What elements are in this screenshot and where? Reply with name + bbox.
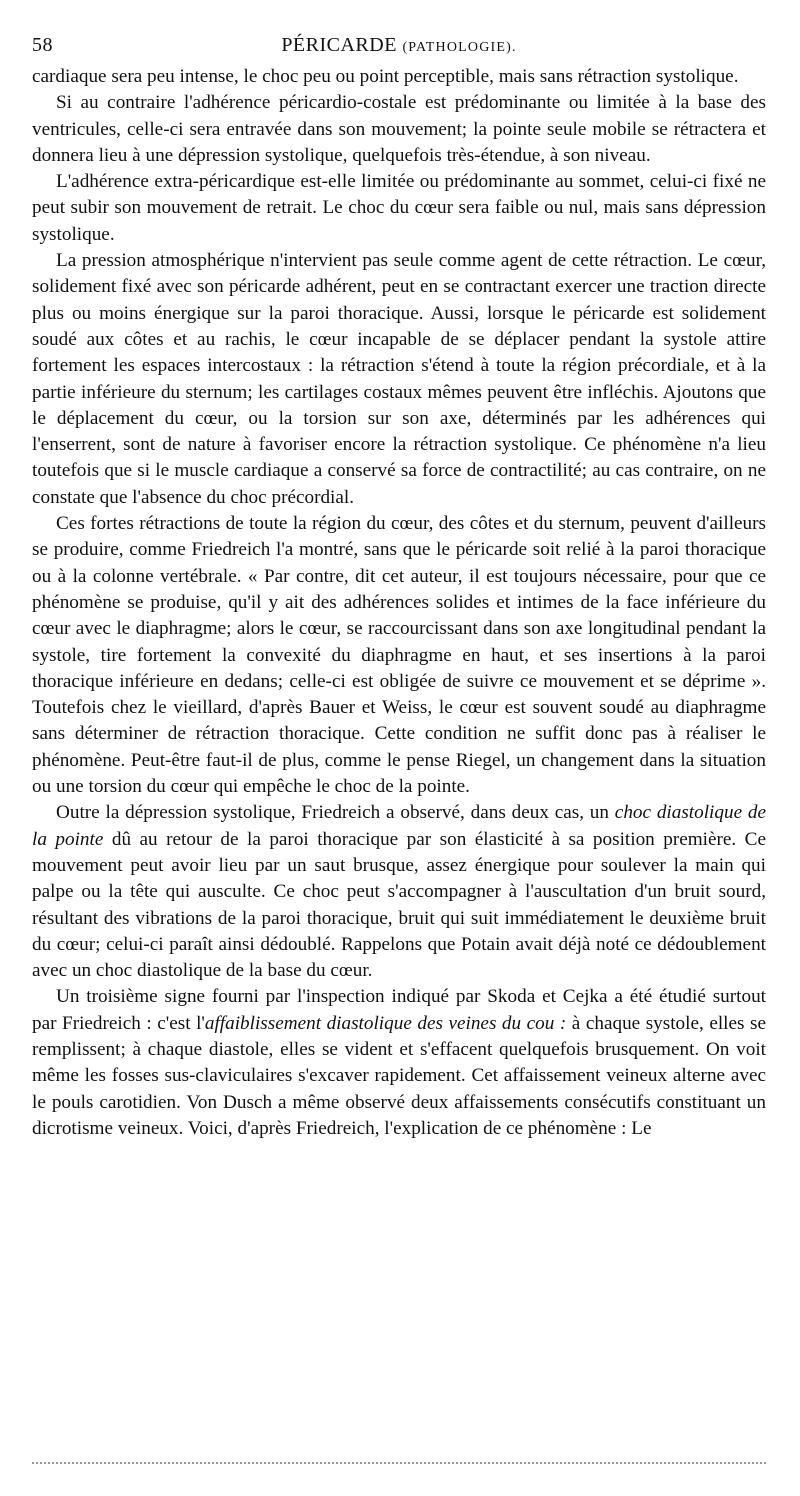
page-header bbox=[32, 30, 766, 64]
paragraph: cardiaque sera peu intense, le choc peu ou point perceptible, mais sans rétraction systolique. bbox=[32, 66, 739, 87]
paragraph: Si au contraire l'adhérence péricardio-costale est prédominante ou limitée à la base des ventricules, celle-ci sera entravée dans son mouvement; la pointe seule mobile se rétractera et donnera lieu à une dépression systolique, quelquefois très-étendue, à son niveau. bbox=[32, 92, 766, 166]
running-title-sub: (PATHOLOGIE). bbox=[402, 40, 517, 55]
page-body bbox=[32, 64, 766, 1142]
paragraph-text: Outre la dépression systolique, Friedreich a observé, dans deux cas, un bbox=[56, 802, 615, 824]
running-title bbox=[32, 34, 766, 57]
paragraph-text: à chaque systole, elles se remplissent; à chaque diastole, elles se vident et s'effacent quelquefois brusquement. On voit même les fosses sus-claviculaires s'excaver rapidement. Cet affaissement veineux alterne avec le pouls carotidien. Von Dusch a même observé deux affaissements consécutifs constituant un dicrotisme veineux. Voici, d'après Friedreich, l'explication de ce phénomène : Le bbox=[32, 1012, 766, 1139]
paragraph: Ces fortes rétractions de toute la région du cœur, des côtes et du sternum, peuvent d'ailleurs se produire, comme Friedreich l'a montré, sans que le péricarde soit relié à la paroi thoracique ou à la colonne vertébrale. « Par contre, dit cet auteur, il est toujours nécessaire, pour que ce phénomène se produise, qu'il y ait des adhérences solides et intimes de la face inférieure du cœur avec le diaphragme; alors le cœur, se raccourcissant dans son axe longitudinal pendant la systole, tire fortement la convexité du diaphragme en haut, et ses insertions à la paroi thoracique inférieure en dedans; celle-ci est obligée de suivre ce mouvement et se déprime ». Toutefois chez le vieillard, d'après Bauer et Weiss, le cœur est souvent soudé au diaphragme sans déterminer de rétraction thoracique. Cette condition ne suffit donc pas à réaliser le phénomène. Peut-être faut-il de plus, comme le pense Riegel, un changement dans la situation ou une torsion du cœur qui empêche le choc de la pointe. bbox=[32, 513, 766, 798]
italic-term: choc diastolique de la pointe bbox=[32, 802, 767, 850]
paragraph-text: Un troisième signe fourni par l'inspection indiqué par Skoda et Cejka a été étudié surtout par Friedreich : c'est l' bbox=[32, 986, 766, 1034]
paragraph-text: dû au retour de la paroi thoracique par son élasticité à sa position première. Ce mouvement peut avoir lieu par un saut brusque, assez énergique pour soulever la main qui palpe ou la tête qui ausculte. Ce choc peut s'accompagner à l'auscultation d'un bruit sourd, résultant des vibrations de la paroi thoracique, bruit qui suit immédiatement le deuxième bruit du cœur; celui-ci paraît ainsi dédoublé. Rappelons que Potain avait déjà noté ce dédoublement avec un choc diastolique de la base du cœur. bbox=[32, 828, 766, 982]
page-number: 58 bbox=[32, 34, 53, 56]
paragraph: La pression atmosphérique n'intervient pas seule comme agent de cette rétraction. Le cœur, solidement fixé avec son péricarde adhérent, peut en se contractant exercer une traction directe plus ou moins énergique sur la paroi thoracique. Aussi, lorsque le péricarde est solidement soudé aux côtes et au rachis, le cœur incapable de se déplacer pendant la systole attire fortement les espaces intercostaux : la rétraction s'étend à toute la région précordiale, et à la partie inférieure du sternum; les cartilages costaux mêmes peuvent être infléchis. Ajoutons que le déplacement du cœur, ou la torsion sur son axe, déterminés par les adhérences qui l'enserrent, sont de nature à favoriser encore la rétraction systolique. Ce phénomène n'a lieu toutefois que si le muscle cardiaque a conservé sa force de contractilité; au cas contraire, on ne constate que l'absence du choc précordial. bbox=[32, 250, 766, 508]
paragraph bbox=[32, 984, 766, 1142]
bottom-print-margin bbox=[32, 1462, 766, 1464]
book-page bbox=[32, 30, 766, 1142]
paragraph: L'adhérence extra-péricardique est-elle limitée ou prédominante au sommet, celui-ci fixé ne peut subir son mouvement de retrait. Le choc du cœur sera faible ou nul, mais sans dépression systolique. bbox=[32, 171, 766, 245]
paragraph bbox=[32, 800, 766, 984]
italic-term: affaiblissement diastolique des veines du cou : bbox=[204, 1012, 567, 1034]
running-title-main: PÉRICARDE bbox=[281, 34, 397, 56]
